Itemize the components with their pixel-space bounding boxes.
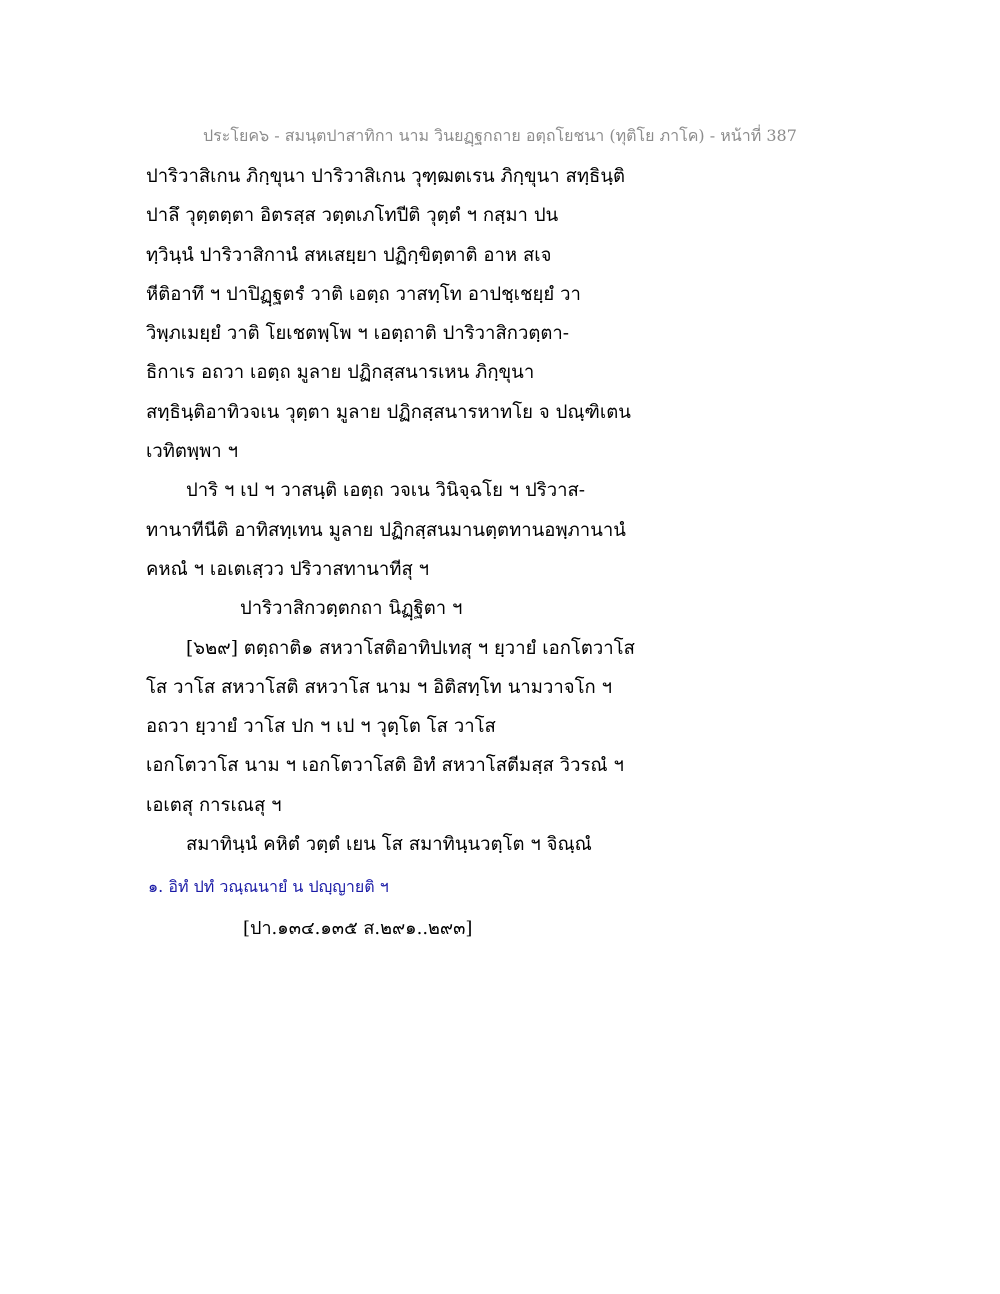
text-line: ธิกาเร อถวา เอตฺถ มูลาย ปฏิกสฺสนารเหน ภิกฺขุนา bbox=[146, 362, 535, 384]
page-header: ประโยค๖ - สมนฺตปาสาทิกา นาม วินยฏฺฐกถาย อตฺถโยชนา (ทุติโย ภาโค) - หน้าที่ 387 bbox=[203, 126, 797, 145]
text-line: สมาทินฺนํ คหิตํ วตฺตํ เยน โส สมาทินฺนวตฺโต ฯ จิณฺณํ bbox=[186, 834, 592, 856]
text-line: วิพฺภเมยฺยํ วาติ โยเชตพฺโพ ฯ เอตฺถาติ ปาริวาสิกวตฺตา- bbox=[146, 323, 569, 345]
text-line: [๖๒๙] ตตฺถาติ๑ สหวาโสติอาทิปเทสุ ฯ ยฺวายํ เอกโตวาโส bbox=[186, 637, 635, 659]
text-line: สทฺธินฺติอาทิวจเน วุตฺตา มูลาย ปฏิกสฺสนารหาทโย จ ปณฺฑิเตน bbox=[146, 401, 631, 423]
footnote: ๑. อิทํ ปทํ วณฺณนายํ น ปญฺญายติ ฯ bbox=[148, 877, 389, 896]
text-line: เอเตสุ การเณสุ ฯ bbox=[146, 794, 282, 816]
text-line: โส วาโส สหวาโสติ สหวาโส นาม ฯ อิติสทฺโท นามวาจโก ฯ bbox=[146, 676, 613, 698]
text-line: อถวา ยฺวายํ วาโส ปก ฯ เป ฯ วุตฺโต โส วาโส bbox=[146, 716, 496, 738]
section-end-title: ปาริวาสิกวตฺตกถา นิฏฺฐิตา ฯ bbox=[240, 598, 463, 620]
page-reference: [ปา.๑๓๔.๑๓๕ ส.๒๙๑..๒๙๓] bbox=[243, 918, 473, 939]
body-text bbox=[146, 157, 666, 864]
text-line: ปาริวาสิเกน ภิกฺขุนา ปาริวาสิเกน วุฑฺฒตเรน ภิกฺขุนา สทฺธินฺติ bbox=[146, 166, 625, 187]
text-line: คหณํ ฯ เอเตเสฺวว ปริวาสทานาทีสุ ฯ bbox=[146, 558, 430, 580]
text-line: ปาริ ฯ เป ฯ วาสนฺติ เอตฺถ วจเน วินิจฺฉโย ฯ ปริวาส- bbox=[186, 480, 586, 502]
text-line: เอกโตวาโส นาม ฯ เอกโตวาโสติ อิทํ สหวาโสตีมสฺส วิวรณํ ฯ bbox=[146, 755, 624, 777]
text-line: ทฺวินฺนํ ปาริวาสิกานํ สหเสยฺยา ปฏิกฺขิตฺตาติ อาห สเจ bbox=[146, 244, 552, 266]
text-line: ปาลึ วุตฺตตฺตา อิตรสฺส วตฺตเภโทปีติ วุตฺตํ ฯ กสฺมา ปน bbox=[146, 205, 559, 227]
text-line: หีติอาทึ ฯ ปาปิฏฺฐตรํ วาติ เอตฺถ วาสทฺโท อาปชฺเชยฺยํ วา bbox=[146, 283, 581, 305]
text-line: เวทิตพฺพา ฯ bbox=[146, 441, 238, 463]
text-line: ทานาทีนีติ อาทิสทฺเทน มูลาย ปฏิกสฺสนมานตฺตทานอพฺภานานํ bbox=[146, 519, 626, 541]
